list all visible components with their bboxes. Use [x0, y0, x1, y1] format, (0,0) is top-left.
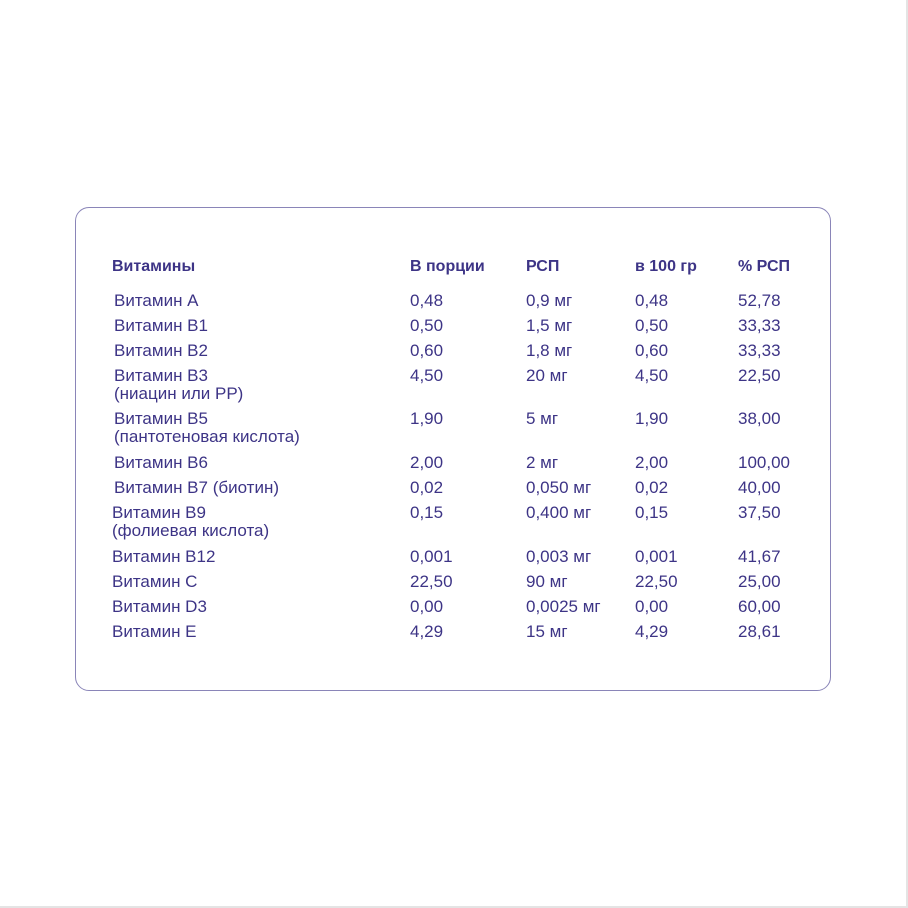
- pct-value: 100,00: [738, 453, 790, 472]
- pct-value: 33,33: [738, 316, 781, 335]
- per100-value: 1,90: [635, 409, 669, 428]
- rsp-value: 0,003 мг: [526, 547, 592, 566]
- pct-value: 52,78: [738, 291, 781, 310]
- per100-value: 0,60: [635, 341, 669, 360]
- per100-value: 22,50: [635, 572, 678, 591]
- header-pct-rsp: % РСП: [738, 258, 790, 275]
- per100-value: 0,50: [635, 316, 669, 335]
- per100-value: 0,48: [635, 291, 669, 310]
- rsp-value: 1,8 мг: [526, 341, 573, 360]
- rsp-value: 0,0025 мг: [526, 597, 601, 616]
- portion-value: 0,48: [410, 291, 444, 310]
- rsp-value: 1,5 мг: [526, 316, 573, 335]
- per100-value: 4,50: [635, 366, 669, 385]
- rsp-value: 90 мг: [526, 572, 568, 591]
- rsp-value: 0,050 мг: [526, 478, 592, 497]
- pct-value: 38,00: [738, 409, 781, 428]
- per100-value: 2,00: [635, 453, 669, 472]
- portion-value: 1,90: [410, 409, 444, 428]
- rsp-value: 2 мг: [526, 453, 559, 472]
- vitamin-name: Витамин А: [114, 291, 199, 310]
- portion-value: 2,00: [410, 453, 444, 472]
- vitamin-name: Витамин Е: [112, 622, 197, 641]
- pct-value: 41,67: [738, 547, 781, 566]
- rsp-value: 20 мг: [526, 366, 568, 385]
- portion-value: 0,60: [410, 341, 444, 360]
- header-vitamins: Витамины: [112, 258, 196, 275]
- vitamin-name: Витамин В12: [112, 547, 216, 566]
- pct-value: 33,33: [738, 341, 781, 360]
- pct-value: 40,00: [738, 478, 781, 497]
- portion-value: 0,001: [410, 547, 453, 566]
- per100-value: 0,15: [635, 503, 669, 522]
- vitamin-name: Витамин D3: [112, 597, 207, 616]
- portion-value: 4,29: [410, 622, 444, 641]
- pct-value: 60,00: [738, 597, 781, 616]
- header-portion: В порции: [410, 258, 485, 275]
- vitamin-table-card: [75, 207, 831, 691]
- rsp-value: 5 мг: [526, 409, 559, 428]
- vitamin-subtitle: (фолиевая кислота): [112, 521, 270, 540]
- vitamin-name: Витамин В3: [114, 366, 208, 385]
- pct-value: 22,50: [738, 366, 781, 385]
- vitamin-subtitle: (пантотеновая кислота): [114, 427, 300, 446]
- per100-value: 4,29: [635, 622, 669, 641]
- vitamin-name: Витамин С: [112, 572, 198, 591]
- portion-value: 0,02: [410, 478, 444, 497]
- vitamin-name: Витамин В9: [112, 503, 206, 522]
- per100-value: 0,001: [635, 547, 678, 566]
- vitamin-subtitle: (ниацин или РР): [114, 384, 244, 403]
- rsp-value: 0,400 мг: [526, 503, 592, 522]
- per100-value: 0,02: [635, 478, 669, 497]
- rsp-value: 0,9 мг: [526, 291, 573, 310]
- portion-value: 0,15: [410, 503, 444, 522]
- portion-value: 4,50: [410, 366, 444, 385]
- vitamin-name: Витамин В5: [114, 409, 208, 428]
- rsp-value: 15 мг: [526, 622, 568, 641]
- portion-value: 0,00: [410, 597, 444, 616]
- vitamin-name: Витамин В6: [114, 453, 208, 472]
- per100-value: 0,00: [635, 597, 669, 616]
- pct-value: 28,61: [738, 622, 781, 641]
- portion-value: 0,50: [410, 316, 444, 335]
- vitamin-name: Витамин В7 (биотин): [114, 478, 280, 497]
- pct-value: 25,00: [738, 572, 781, 591]
- vitamin-name: Витамин В1: [114, 316, 208, 335]
- pct-value: 37,50: [738, 503, 781, 522]
- header-per-100g: в 100 гр: [635, 258, 697, 275]
- vitamin-name: Витамин В2: [114, 341, 208, 360]
- header-rsp: РСП: [526, 258, 560, 275]
- portion-value: 22,50: [410, 572, 453, 591]
